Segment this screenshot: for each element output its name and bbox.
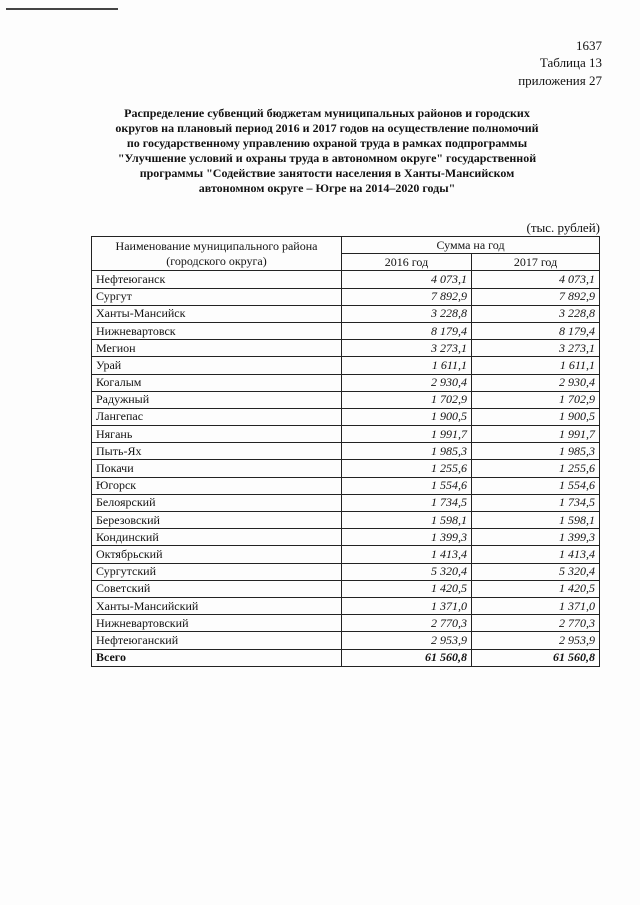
value-2017: 4 073,1: [472, 271, 600, 288]
municipality-name: Нефтеюганский: [92, 632, 342, 649]
table-row: [92, 632, 600, 649]
total-row: [92, 649, 600, 666]
year-2017-header: 2017 год: [472, 254, 600, 271]
value-2017: 1 399,3: [472, 529, 600, 546]
municipality-name: Урай: [92, 357, 342, 374]
year-2016-header: 2016 год: [342, 254, 472, 271]
value-2016: 1 900,5: [342, 408, 472, 425]
value-2017: 1 900,5: [472, 408, 600, 425]
municipality-name: Нефтеюганск: [92, 271, 342, 288]
municipality-name: Нягань: [92, 426, 342, 443]
value-2016: 7 892,9: [342, 288, 472, 305]
value-2016: 1 413,4: [342, 546, 472, 563]
table-row: [92, 374, 600, 391]
value-2017: 1 611,1: [472, 357, 600, 374]
appendix-label: приложения 27: [518, 73, 602, 88]
municipality-name: Белоярский: [92, 494, 342, 511]
municipality-name: Нижневартовский: [92, 615, 342, 632]
title-line: Распределение субвенций бюджетам муниципальных районов и городских: [124, 106, 530, 120]
value-2017: 2 953,9: [472, 632, 600, 649]
total-2016: 61 560,8: [342, 649, 472, 666]
value-2017: 2 770,3: [472, 615, 600, 632]
municipality-name: Сургутский: [92, 563, 342, 580]
table-row: [92, 494, 600, 511]
municipality-name: Пыть-Ях: [92, 443, 342, 460]
value-2016: 1 420,5: [342, 580, 472, 597]
value-2016: 5 320,4: [342, 563, 472, 580]
total-2017: 61 560,8: [472, 649, 600, 666]
sum-column-header: Сумма на год: [342, 237, 600, 254]
value-2016: 4 073,1: [342, 271, 472, 288]
value-2016: 2 770,3: [342, 615, 472, 632]
municipality-name: Радужный: [92, 391, 342, 408]
municipality-name: Когалым: [92, 374, 342, 391]
table-row: [92, 408, 600, 425]
value-2016: 1 371,0: [342, 597, 472, 614]
value-2016: 1 611,1: [342, 357, 472, 374]
value-2016: 1 554,6: [342, 477, 472, 494]
value-2017: 1 985,3: [472, 443, 600, 460]
total-label: Всего: [92, 649, 342, 666]
municipality-name: Лангепас: [92, 408, 342, 425]
document-title: [92, 106, 562, 196]
value-2016: 3 228,8: [342, 305, 472, 322]
table-row: [92, 546, 600, 563]
value-2016: 2 953,9: [342, 632, 472, 649]
table-row: [92, 597, 600, 614]
municipality-name: Югорск: [92, 477, 342, 494]
table-row: [92, 322, 600, 339]
title-line: "Улучшение условий и охраны труда в автономном округе" государственной: [117, 151, 537, 165]
value-2017: 1 734,5: [472, 494, 600, 511]
page-number: 1637: [576, 38, 602, 53]
table-row: [92, 426, 600, 443]
value-2017: 1 371,0: [472, 597, 600, 614]
municipality-name: Советский: [92, 580, 342, 597]
table-row: [92, 391, 600, 408]
name-column-header: [92, 237, 342, 271]
value-2017: 5 320,4: [472, 563, 600, 580]
municipality-name: Октябрьский: [92, 546, 342, 563]
table-row: [92, 580, 600, 597]
value-2017: 1 255,6: [472, 460, 600, 477]
value-2017: 3 273,1: [472, 340, 600, 357]
value-2016: 1 399,3: [342, 529, 472, 546]
table-row: [92, 443, 600, 460]
table-row: [92, 305, 600, 322]
value-2017: 3 228,8: [472, 305, 600, 322]
value-2016: 8 179,4: [342, 322, 472, 339]
table-body: [92, 271, 600, 666]
title-line: программы "Содействие занятости населения в Ханты-Мансийском: [139, 166, 515, 180]
value-2017: 1 598,1: [472, 512, 600, 529]
value-2016: 3 273,1: [342, 340, 472, 357]
value-2016: 1 734,5: [342, 494, 472, 511]
name-header-line2: (городского округа): [166, 253, 267, 268]
municipality-name: Мегион: [92, 340, 342, 357]
table-label: Таблица 13: [539, 55, 602, 70]
subvention-table: [91, 236, 600, 667]
name-header-line1: Наименование муниципального района: [115, 238, 318, 253]
title-line: по государственному управлению охраной труда в рамках подпрограммы: [126, 136, 528, 150]
value-2017: 1 554,6: [472, 477, 600, 494]
value-2016: 2 930,4: [342, 374, 472, 391]
value-2017: 1 991,7: [472, 426, 600, 443]
value-2016: 1 255,6: [342, 460, 472, 477]
municipality-name: Сургут: [92, 288, 342, 305]
value-2016: 1 598,1: [342, 512, 472, 529]
value-2017: 2 930,4: [472, 374, 600, 391]
table-row: [92, 529, 600, 546]
top-rule: [6, 8, 118, 10]
table-row: [92, 460, 600, 477]
table-row: [92, 340, 600, 357]
table-row: [92, 357, 600, 374]
table-row: [92, 271, 600, 288]
municipality-name: Ханты-Мансийск: [92, 305, 342, 322]
value-2017: 1 702,9: [472, 391, 600, 408]
value-2017: 7 892,9: [472, 288, 600, 305]
municipality-name: Кондинский: [92, 529, 342, 546]
table-row: [92, 615, 600, 632]
value-2016: 1 985,3: [342, 443, 472, 460]
value-2016: 1 991,7: [342, 426, 472, 443]
table-row: [92, 512, 600, 529]
municipality-name: Березовский: [92, 512, 342, 529]
table-row: [92, 477, 600, 494]
value-2017: 1 413,4: [472, 546, 600, 563]
units-label: (тыс. рублей): [526, 220, 600, 235]
municipality-name: Покачи: [92, 460, 342, 477]
title-line: округов на плановый период 2016 и 2017 годов на осуществление полномочий: [115, 121, 539, 135]
municipality-name: Ханты-Мансийский: [92, 597, 342, 614]
value-2017: 1 420,5: [472, 580, 600, 597]
title-line: автономном округе – Югре на 2014–2020 годы": [198, 181, 456, 195]
table-row: [92, 563, 600, 580]
value-2017: 8 179,4: [472, 322, 600, 339]
table-row: [92, 288, 600, 305]
municipality-name: Нижневартовск: [92, 322, 342, 339]
value-2016: 1 702,9: [342, 391, 472, 408]
